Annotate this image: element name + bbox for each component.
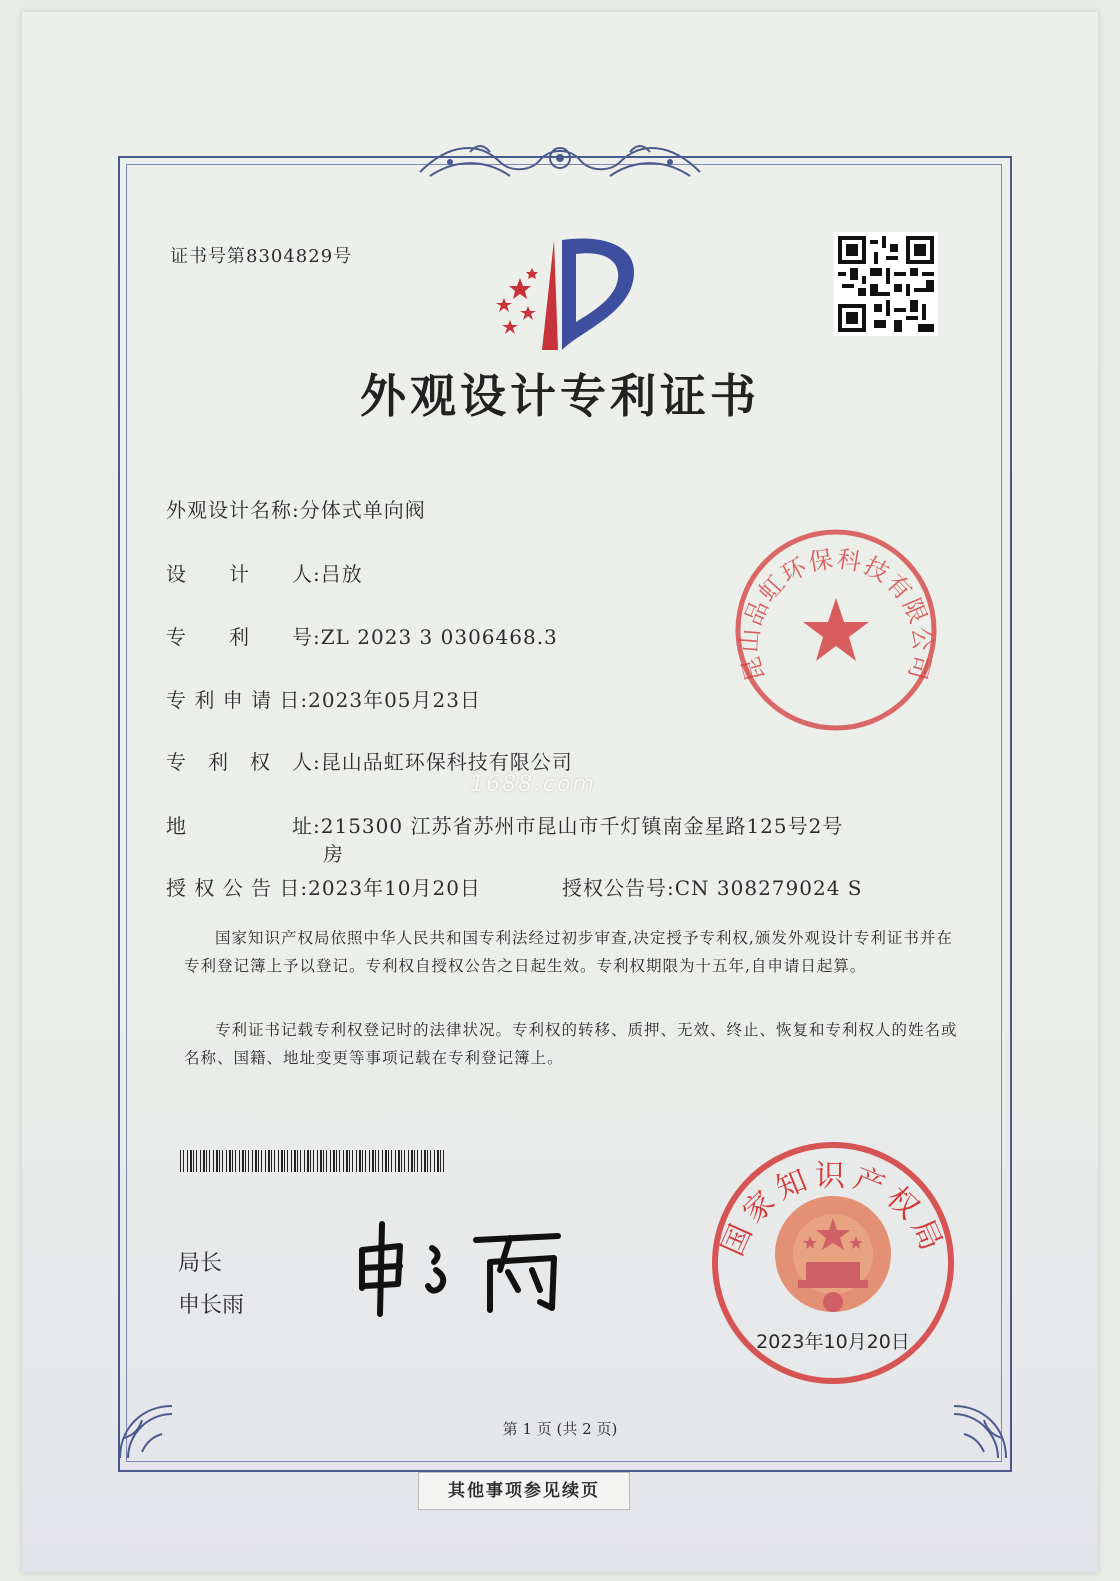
field-label: 授 权 公 告 日: <box>166 876 309 900</box>
barcode-bar <box>369 1150 370 1172</box>
field-value: 吕放 <box>320 562 363 586</box>
barcode-bar <box>209 1150 210 1172</box>
barcode-bar <box>320 1150 322 1172</box>
barcode-bar <box>375 1150 376 1172</box>
page-title: 外观设计专利证书 <box>360 369 760 423</box>
field-patent-number <box>166 621 558 650</box>
barcode-bar <box>424 1150 426 1172</box>
barcode-bar <box>183 1150 184 1172</box>
barcode-bar <box>206 1150 207 1172</box>
barcode-bar <box>248 1150 249 1172</box>
field-value: CN 308279024 S <box>674 876 863 900</box>
barcode-bar <box>359 1150 361 1172</box>
field-label: 专 利 申 请 日: <box>166 688 309 712</box>
field-grant-date <box>166 872 481 901</box>
field-address-line2: 房 <box>323 842 344 866</box>
barcode-bar <box>294 1150 296 1172</box>
barcode-bar <box>278 1150 279 1172</box>
barcode-bar <box>232 1150 233 1172</box>
handwritten-signature-icon <box>340 1210 580 1320</box>
signature-name: 申长雨 <box>178 1293 245 1318</box>
barcode-bar <box>242 1150 244 1172</box>
barcode-bar <box>196 1150 197 1172</box>
field-value: 分体式单向阀 <box>299 498 426 522</box>
barcode-bar <box>313 1150 314 1172</box>
barcode-bar <box>356 1150 357 1172</box>
field-label: 授权公告号: <box>562 876 675 900</box>
field-label: 设 计 人: <box>166 562 321 586</box>
field-label: 专 利 号: <box>166 625 321 649</box>
barcode-bar <box>265 1150 266 1172</box>
barcode-bar <box>203 1150 205 1172</box>
barcode-bar <box>427 1150 428 1172</box>
barcode-bar <box>284 1150 285 1172</box>
barcode-bar <box>372 1150 374 1172</box>
barcode-bar <box>346 1150 348 1172</box>
barcode-bar <box>401 1150 402 1172</box>
company-seal-icon <box>726 520 946 740</box>
barcode-bar <box>291 1150 292 1172</box>
barcode-bar <box>252 1150 253 1172</box>
barcode-bar <box>323 1150 324 1172</box>
field-address <box>166 810 843 839</box>
field-value: 昆山品虹环保科技有限公司 <box>320 750 573 774</box>
barcode-bar <box>300 1150 301 1172</box>
field-value: 2023年10月20日 <box>308 876 481 900</box>
barcode-bar <box>414 1150 415 1172</box>
barcode-bar <box>385 1150 387 1172</box>
qr-code <box>834 232 938 336</box>
barcode-bar <box>443 1150 444 1172</box>
barcode-bar <box>391 1150 392 1172</box>
barcode-bar <box>297 1150 298 1172</box>
barcode-bar <box>362 1150 363 1172</box>
cnipa-logo-icon <box>484 232 644 352</box>
barcode-bar <box>307 1150 309 1172</box>
barcode-bar <box>437 1150 439 1172</box>
barcode-bar <box>222 1150 223 1172</box>
barcode-bar <box>326 1150 327 1172</box>
office-seal-icon <box>702 1132 964 1394</box>
barcode-bar <box>235 1150 236 1172</box>
barcode-bar <box>440 1150 441 1172</box>
barcode-bar <box>365 1150 366 1172</box>
barcode-bar <box>349 1150 350 1172</box>
field-value: 215300 江苏省苏州市昆山市千灯镇南金星路125号2号 <box>320 814 844 838</box>
barcode-bar <box>417 1150 418 1172</box>
barcode-bar <box>258 1150 259 1172</box>
barcode-bar <box>187 1150 188 1172</box>
barcode <box>180 1150 448 1172</box>
barcode-bar <box>343 1150 344 1172</box>
page-number: 第 1 页 (共 2 页) <box>502 1420 618 1438</box>
barcode-bar <box>421 1150 422 1172</box>
body-paragraph-1: 国家知识产权局依照中华人民共和国专利法经过初步审查,决定授予专利权,颁发外观设计专利证书并在专利登记簿上予以登记。专利权自授权公告之日起生效。专利权期限为十五年,自申请日起算。 <box>184 929 953 975</box>
barcode-bar <box>261 1150 262 1172</box>
field-label: 外观设计名称: <box>166 498 300 522</box>
barcode-bar <box>287 1150 288 1172</box>
barcode-bar <box>333 1150 335 1172</box>
office-seal-text: 国家知识产权局 <box>715 1158 951 1262</box>
barcode-bar <box>213 1150 214 1172</box>
barcode-bar <box>274 1150 275 1172</box>
barcode-bar <box>352 1150 353 1172</box>
barcode-bar <box>226 1150 227 1172</box>
barcode-bar <box>434 1150 435 1172</box>
field-label: 专 利 权 人: <box>166 750 321 774</box>
field-value: ZL 2023 3 0306468.3 <box>320 625 558 649</box>
barcode-bar <box>304 1150 305 1172</box>
barcode-bar <box>378 1150 379 1172</box>
barcode-bar <box>245 1150 246 1172</box>
barcode-bar <box>216 1150 218 1172</box>
barcode-bar <box>388 1150 389 1172</box>
company-seal-text: 昆山品虹环保科技有限公司 <box>735 544 937 685</box>
barcode-bar <box>219 1150 220 1172</box>
barcode-bar <box>190 1150 192 1172</box>
barcode-bar <box>229 1150 231 1172</box>
barcode-bar <box>317 1150 318 1172</box>
barcode-bar <box>430 1150 431 1172</box>
body-paragraph-2: 专利证书记载专利权登记时的法律状况。专利权的转移、质押、无效、终止、恢复和专利权人的姓名或名称、国籍、地址变更等事项记载在专利登记簿上。 <box>184 1021 958 1067</box>
barcode-bar <box>255 1150 257 1172</box>
barcode-bar <box>408 1150 409 1172</box>
barcode-bar <box>382 1150 383 1172</box>
barcode-bar <box>336 1150 337 1172</box>
barcode-bar <box>330 1150 331 1172</box>
barcode-bar <box>180 1150 181 1172</box>
barcode-bar <box>193 1150 194 1172</box>
signature-position: 局长 <box>178 1251 223 1276</box>
top-ornament-icon <box>410 132 710 190</box>
office-seal-date: 2023年10月20日 <box>756 1331 910 1353</box>
barcode-bar <box>395 1150 396 1172</box>
barcode-bar <box>239 1150 240 1172</box>
field-label: 地 址: <box>166 814 321 838</box>
qr-code-icon <box>838 236 934 332</box>
field-application-date <box>166 684 481 713</box>
barcode-bar <box>411 1150 413 1172</box>
field-designer <box>166 558 363 587</box>
barcode-bar <box>271 1150 272 1172</box>
field-patentee <box>166 746 573 775</box>
barcode-bar <box>268 1150 270 1172</box>
field-design-name <box>166 494 426 523</box>
barcode-bar <box>398 1150 400 1172</box>
continuation-note: 其他事项参见续页 <box>418 1472 630 1510</box>
barcode-bar <box>200 1150 201 1172</box>
barcode-bar <box>339 1150 340 1172</box>
certificate-number: 证书号第8304829号 <box>170 246 353 267</box>
barcode-bar <box>281 1150 283 1172</box>
field-value: 2023年05月23日 <box>308 688 481 712</box>
barcode-bar <box>310 1150 311 1172</box>
watermark: 1688.com <box>470 772 596 797</box>
barcode-bar <box>404 1150 405 1172</box>
field-grant-number <box>562 872 863 901</box>
